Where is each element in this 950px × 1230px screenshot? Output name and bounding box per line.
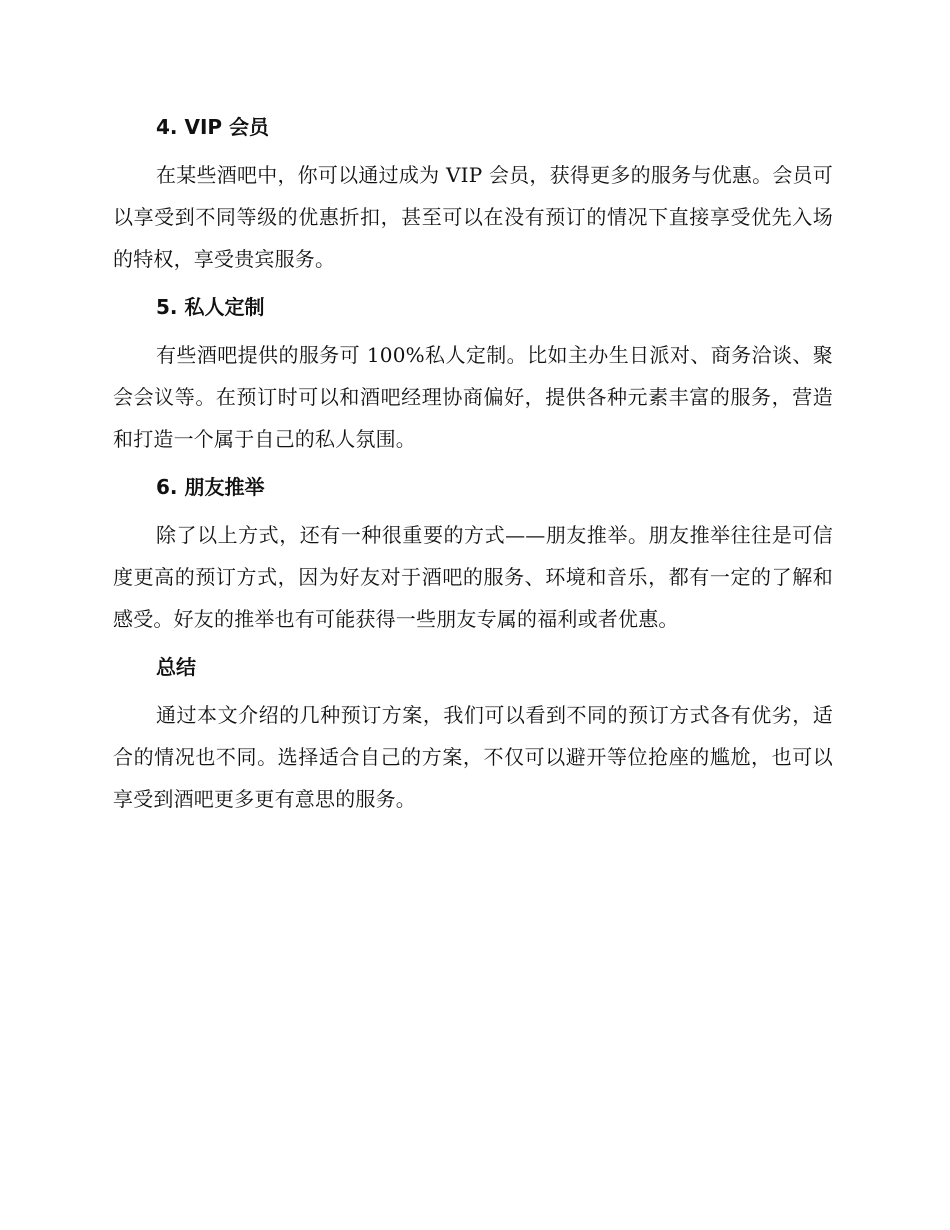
section-heading: 总结: [156, 655, 196, 679]
document-page: [113, 108, 833, 828]
section-paragraph: 在某些酒吧中，你可以通过成为 VIP 会员，获得更多的服务与优惠。会员可以享受到不同等级的优惠折扣，甚至可以在没有预订的情况下直接享受优先入场的特权，享受贵宾服务。: [113, 163, 833, 271]
section-paragraph: 有些酒吧提供的服务可 100%私人定制。比如主办生日派对、商务洽谈、聚会会议等。在预订时可以和酒吧经理协商偏好，提供各种元素丰富的服务，营造和打造一个属于自己的私人氛围。: [113, 343, 833, 451]
section-heading: 6. 朋友推举: [156, 475, 265, 499]
section-heading: 5. 私人定制: [156, 295, 265, 319]
section-friend-referral: [113, 468, 833, 640]
section-paragraph: 除了以上方式，还有一种很重要的方式——朋友推举。朋友推举往往是可信度更高的预订方式，因为好友对于酒吧的服务、环境和音乐，都有一定的了解和感受。好友的推举也有可能获得一些朋友专属的福利或者优惠。: [113, 523, 833, 631]
section-heading: 4. VIP 会员: [156, 115, 270, 139]
section-vip-membership: [113, 108, 833, 280]
section-paragraph: 通过本文介绍的几种预订方案，我们可以看到不同的预订方式各有优劣，适合的情况也不同。选择适合自己的方案，不仅可以避开等位抢座的尴尬，也可以享受到酒吧更多更有意思的服务。: [113, 703, 833, 811]
section-private-customization: [113, 288, 833, 460]
section-summary: [113, 648, 833, 820]
